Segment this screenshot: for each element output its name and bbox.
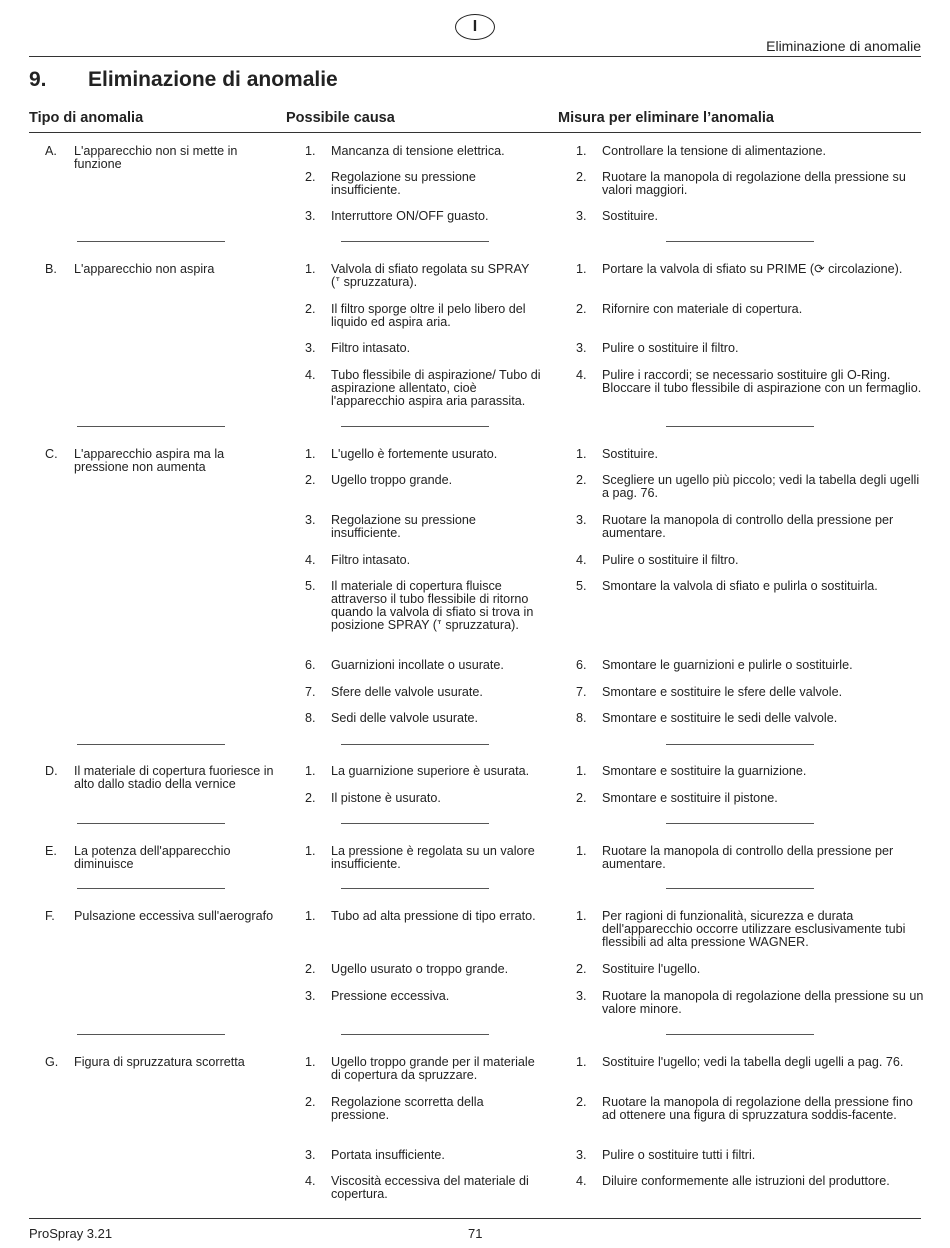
remedy-text: Smontare e sostituire la guarnizione. [602, 764, 807, 778]
remedy-number: 1. [576, 909, 587, 923]
cause-text: Filtro intasato. [331, 341, 411, 355]
remedy-text: Ruotare la manopola di regolazione della pressione su un valore minore. [602, 989, 924, 1016]
group-divider [666, 744, 814, 745]
remedy-text: Pulire o sostituire il filtro. [602, 341, 739, 355]
running-header: Eliminazione di anomalie [766, 38, 921, 54]
remedy-number: 3. [576, 209, 587, 223]
group-divider [77, 744, 225, 745]
group-divider [341, 1034, 489, 1035]
cause-text: Sedi delle valvole usurate. [331, 711, 479, 725]
section-title-text: Eliminazione di anomalie [88, 68, 338, 91]
cause-text: Filtro intasato. [331, 553, 411, 567]
remedy-number: 1. [576, 764, 587, 778]
remedy-text: Smontare e sostituire le sfere delle valvole. [602, 685, 843, 699]
cause-text: Ugello usurato o troppo grande. [331, 962, 509, 976]
remedy-number: 2. [576, 791, 587, 805]
cause-text: Portata insufficiente. [331, 1148, 445, 1162]
remedy-text: Ruotare la manopola di regolazione della pressione su valori maggiori. [602, 170, 906, 197]
remedy-text: Sostituire. [602, 209, 658, 223]
cause-text: Valvola di sfiato regolata su SPRAY (ᐪ spruzzatura). [331, 262, 530, 289]
remedy-number: 2. [576, 1095, 587, 1109]
cause-text: Interruttore ON/OFF guasto. [331, 209, 489, 223]
fault-letter: F. [45, 909, 55, 923]
group-divider [666, 1034, 814, 1035]
column-header-cause: Possibile causa [286, 110, 395, 126]
group-divider [77, 888, 225, 889]
cause-number: 1. [305, 447, 316, 461]
cause-text: Tubo flessibile di aspirazione/ Tubo di aspirazione allentato, cioè l'apparecchio aspira aria parassita. [331, 368, 541, 408]
remedy-number: 2. [576, 962, 587, 976]
cause-number: 1. [305, 844, 316, 858]
remedy-number: 1. [576, 262, 587, 276]
remedy-number: 2. [576, 473, 587, 487]
remedy-number: 6. [576, 658, 587, 672]
cause-number: 2. [305, 302, 316, 316]
remedy-number: 3. [576, 1148, 587, 1162]
cause-number: 4. [305, 553, 316, 567]
cause-number: 3. [305, 989, 316, 1003]
cause-text: Guarnizioni incollate o usurate. [331, 658, 504, 672]
cause-number: 5. [305, 579, 316, 593]
fault-letter: A. [45, 144, 57, 158]
remedy-number: 2. [576, 170, 587, 184]
remedy-text: Ruotare la manopola di controllo della pressione per aumentare. [602, 513, 894, 540]
remedy-text: Pulire i raccordi; se necessario sostituire gli O-Ring. Bloccare il tubo flessibile di aspirazione con un fermaglio. [602, 368, 922, 395]
column-header-fault: Tipo di anomalia [29, 110, 144, 126]
cause-text: La guarnizione superiore è usurata. [331, 764, 530, 778]
remedy-number: 7. [576, 685, 587, 699]
remedy-text: Smontare e sostituire il pistone. [602, 791, 778, 805]
group-divider [341, 426, 489, 427]
remedy-text: Scegliere un ugello più piccolo; vedi la tabella degli ugelli a pag. 76. [602, 473, 920, 500]
cause-text: L'ugello è fortemente usurato. [331, 447, 498, 461]
remedy-number: 1. [576, 144, 587, 158]
cause-text: Il pistone è usurato. [331, 791, 441, 805]
cause-number: 6. [305, 658, 316, 672]
cause-number: 4. [305, 368, 316, 382]
language-badge: I [455, 14, 495, 40]
fault-letter: C. [45, 447, 58, 461]
fault-description: La potenza dell'apparecchio diminuisce [74, 844, 231, 871]
cause-text: Ugello troppo grande per il materiale di copertura da spruzzare. [331, 1055, 535, 1082]
cause-number: 2. [305, 473, 316, 487]
remedy-text: Sostituire. [602, 447, 658, 461]
remedy-text: Smontare e sostituire le sedi delle valvole. [602, 711, 838, 725]
group-divider [341, 823, 489, 824]
group-divider [77, 1034, 225, 1035]
remedy-number: 3. [576, 513, 587, 527]
cause-number: 8. [305, 711, 316, 725]
remedy-text: Per ragioni di funzionalità, sicurezza e durata dell'apparecchio occorre utilizzare esclusivamente tubi flessibili ad alta pressione WAGNER. [602, 909, 906, 949]
cause-number: 2. [305, 962, 316, 976]
cause-text: Mancanza di tensione elettrica. [331, 144, 505, 158]
group-divider [666, 426, 814, 427]
remedy-text: Smontare le guarnizioni e pulirle o sostituirle. [602, 658, 853, 672]
cause-text: Il filtro sporge oltre il pelo libero del liquido ed aspira aria. [331, 302, 526, 329]
remedy-number: 8. [576, 711, 587, 725]
fault-description: L'apparecchio non aspira [74, 262, 215, 276]
remedy-number: 2. [576, 302, 587, 316]
remedy-number: 3. [576, 341, 587, 355]
remedy-number: 5. [576, 579, 587, 593]
group-divider [77, 426, 225, 427]
remedy-number: 1. [576, 1055, 587, 1069]
cause-number: 1. [305, 144, 316, 158]
cause-text: Sfere delle valvole usurate. [331, 685, 483, 699]
cause-number: 3. [305, 1148, 316, 1162]
cause-number: 7. [305, 685, 316, 699]
cause-text: Tubo ad alta pressione di tipo errato. [331, 909, 536, 923]
remedy-number: 4. [576, 553, 587, 567]
remedy-text: Smontare la valvola di sfiato e pulirla o sostituirla. [602, 579, 878, 593]
remedy-number: 1. [576, 844, 587, 858]
group-divider [666, 241, 814, 242]
cause-text: Regolazione scorretta della pressione. [331, 1095, 484, 1122]
remedy-text: Ruotare la manopola di controllo della pressione per aumentare. [602, 844, 894, 871]
fault-letter: E. [45, 844, 57, 858]
cause-number: 3. [305, 209, 316, 223]
group-divider [666, 888, 814, 889]
cause-number: 2. [305, 791, 316, 805]
cause-number: 1. [305, 909, 316, 923]
remedy-text: Portare la valvola di sfiato su PRIME (⟳ circolazione). [602, 262, 903, 276]
fault-letter: D. [45, 764, 58, 778]
remedy-text: Sostituire l'ugello; vedi la tabella degli ugelli a pag. 76. [602, 1055, 904, 1069]
group-divider [77, 241, 225, 242]
cause-number: 3. [305, 341, 316, 355]
fault-description: Il materiale di copertura fuoriesce in alto dallo stadio della vernice [74, 764, 274, 791]
remedy-text: Ruotare la manopola di regolazione della pressione fino ad ottenere una figura di spruzzatura soddis-facente. [602, 1095, 913, 1122]
cause-text: Ugello troppo grande. [331, 473, 453, 487]
cause-text: Il materiale di copertura fluisce attraverso il tubo flessibile di ritorno quando la valvola di sfiato si trova in posizione SPRAY (ᐪ spruzzatura). [331, 579, 534, 632]
remedy-text: Diluire conformemente alle istruzioni del produttore. [602, 1174, 890, 1188]
cause-number: 2. [305, 1095, 316, 1109]
cause-number: 2. [305, 170, 316, 184]
fault-description: L'apparecchio aspira ma la pressione non aumenta [74, 447, 225, 474]
group-divider [341, 744, 489, 745]
remedy-number: 4. [576, 368, 587, 382]
footer-product: ProSpray 3.21 [29, 1226, 113, 1241]
cause-number: 3. [305, 513, 316, 527]
footer-divider [29, 1218, 921, 1219]
remedy-text: Pulire o sostituire tutti i filtri. [602, 1148, 756, 1162]
footer-page-number: 71 [468, 1226, 483, 1241]
fault-description: Figura di spruzzatura scorretta [74, 1055, 245, 1069]
group-divider [77, 823, 225, 824]
cause-number: 1. [305, 764, 316, 778]
remedy-number: 4. [576, 1174, 587, 1188]
group-divider [666, 823, 814, 824]
fault-letter: G. [45, 1055, 59, 1069]
remedy-number: 3. [576, 989, 587, 1003]
remedy-text: Rifornire con materiale di copertura. [602, 302, 803, 316]
cause-text: Regolazione su pressione insufficiente. [331, 513, 476, 540]
fault-letter: B. [45, 262, 57, 276]
remedy-text: Pulire o sostituire il filtro. [602, 553, 739, 567]
cause-text: Pressione eccessiva. [331, 989, 450, 1003]
remedy-number: 1. [576, 447, 587, 461]
cause-number: 1. [305, 262, 316, 276]
fault-description: Pulsazione eccessiva sull'aerografo [74, 909, 274, 923]
group-divider [341, 241, 489, 242]
cause-text: Regolazione su pressione insufficiente. [331, 170, 476, 197]
cause-number: 1. [305, 1055, 316, 1069]
cause-text: La pressione è regolata su un valore insufficiente. [331, 844, 535, 871]
remedy-text: Sostituire l'ugello. [602, 962, 701, 976]
fault-description: L'apparecchio non si mette in funzione [74, 144, 238, 171]
section-number: 9. [29, 68, 47, 91]
cause-text: Viscosità eccessiva del materiale di copertura. [331, 1174, 529, 1201]
group-divider [341, 888, 489, 889]
remedy-text: Controllare la tensione di alimentazione. [602, 144, 827, 158]
column-header-remedy: Misura per eliminare l’anomalia [558, 110, 774, 126]
cause-number: 4. [305, 1174, 316, 1188]
